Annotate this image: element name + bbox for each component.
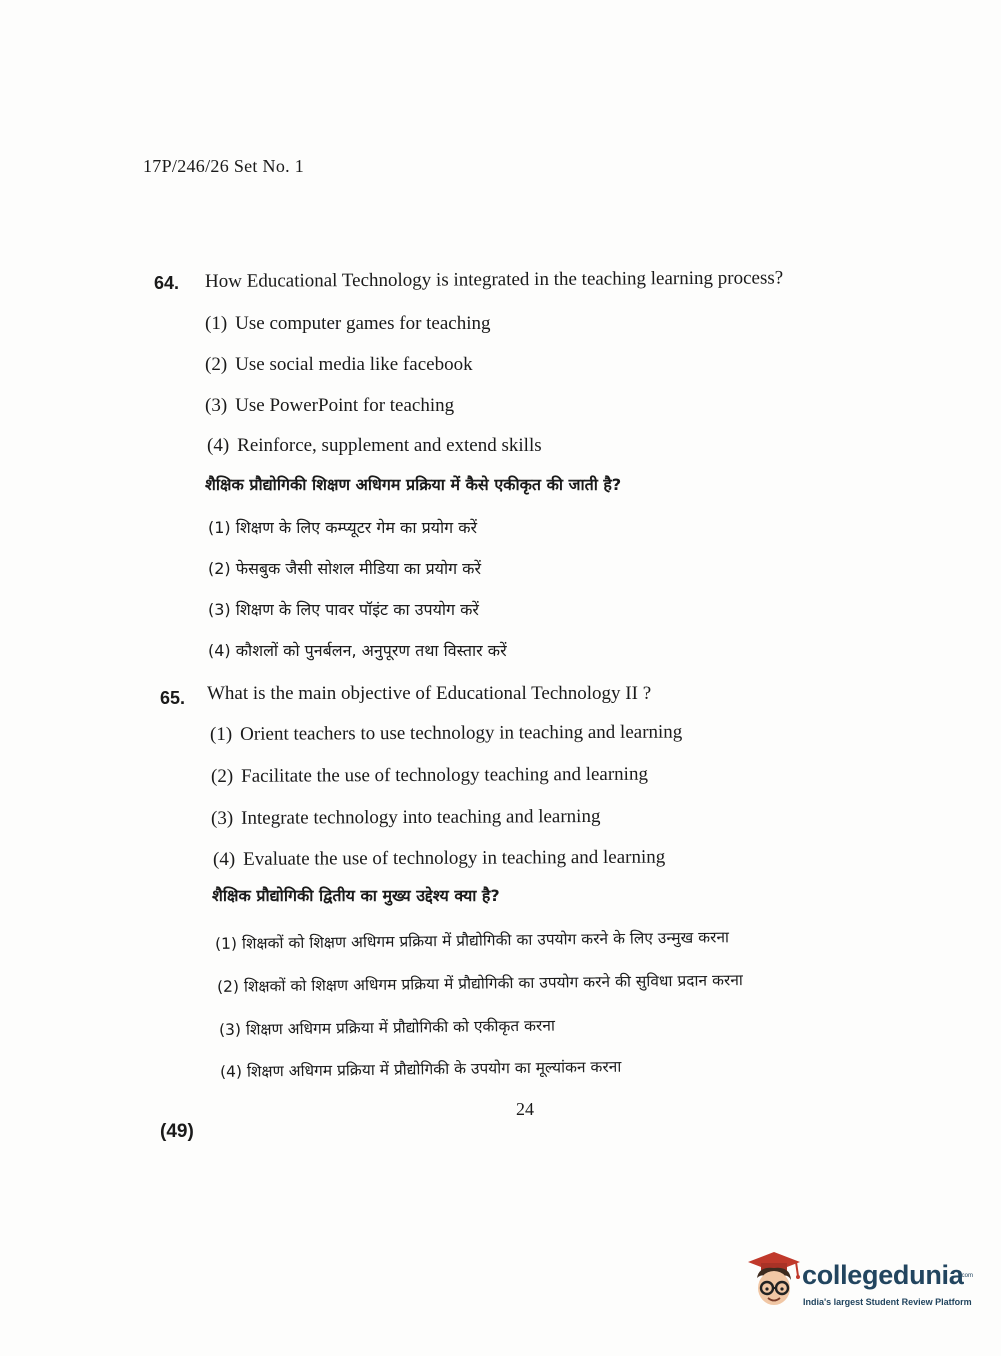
option-hi-4: (4) शिक्षण अधिगम प्रक्रिया में प्रौद्योगिकी के उपयोग का मूल्यांकन करना [219,1057,622,1081]
page-number: 24 [516,1099,534,1119]
option-hi-2: (2) फेसबुक जैसी सोशल मीडिया का प्रयोग करें [208,559,482,578]
option-hi-3: (3) शिक्षण के लिए पावर पॉइंट का उपयोग करें [208,600,479,619]
question-text-en: What is the main objective of Educational Technology II ? [207,683,652,704]
option-hi-1: (1) शिक्षण के लिए कम्प्यूटर गेम का प्रयोग करें [208,518,478,537]
brand-name: collegedunia [802,1260,964,1290]
option-hi-4: (4) कौशलों को पुनर्बलन, अनुपूरण तथा विस्तार करें [208,641,507,660]
option-en-3: (3) Integrate technology into teaching and learning [210,805,601,829]
question-number: 65. [160,688,186,708]
option-en-4: (4) Evaluate the use of technology in teaching and learning [212,846,666,870]
page-tag: (49) [160,1121,194,1142]
student-mascot-icon [744,1248,802,1314]
question-text-en: How Educational Technology is integrated in the teaching learning process? [204,267,784,292]
option-en-3: (3) Use PowerPoint for teaching [205,395,455,416]
option-hi-1: (1) शिक्षकों को शिक्षण अधिगम प्रक्रिया में प्रौद्योगिकी का उपयोग करने के लिए उन्मुख करना [214,928,730,953]
option-en-2: (2) Use social media like facebook [205,354,473,375]
question-number: 64. [154,273,180,293]
option-en-2: (2) Facilitate the use of technology teaching and learning [210,763,648,787]
question-text-hi: शैक्षिक प्रौद्योगिकी द्वितीय का मुख्य उद्देश्य क्या है? [212,886,500,905]
brand-suffix: .com [960,1273,974,1279]
paper-code: 17P/246/26 Set No. 1 [143,156,305,176]
brand-logo [744,1248,974,1318]
option-en-4: (4) Reinforce, supplement and extend skills [207,435,542,456]
option-hi-3: (3) शिक्षण अधिगम प्रक्रिया में प्रौद्योगिकी को एकीकृत करना [218,1016,556,1039]
option-en-1: (1) Orient teachers to use technology in teaching and learning [209,721,683,745]
option-hi-2: (2) शिक्षकों को शिक्षण अधिगम प्रक्रिया में प्रौद्योगिकी का उपयोग करने की सुविधा प्रदान करना [216,971,743,996]
option-en-1: (1) Use computer games for teaching [205,313,491,334]
question-text-hi: शैक्षिक प्रौद्योगिकी शिक्षण अधिगम प्रक्रिया में कैसे एकीकृत की जाती है? [205,475,622,494]
brand-tagline: India's largest Student Review Platform [803,1297,972,1307]
